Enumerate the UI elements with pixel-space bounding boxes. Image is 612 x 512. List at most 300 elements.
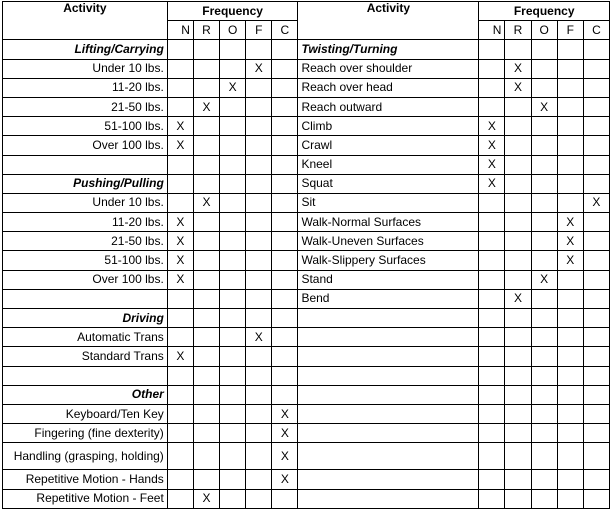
frequency-mark-n: [479, 470, 505, 489]
frequency-mark-f: [246, 174, 272, 193]
table-row: [3, 193, 610, 212]
frequency-mark-n: [479, 366, 505, 385]
activity-label: Bend: [298, 289, 479, 308]
frequency-mark-f: [557, 489, 583, 508]
frequency-mark-r: X: [505, 59, 531, 78]
table-row: [3, 470, 610, 489]
frequency-mark-c: [583, 309, 609, 328]
frequency-mark-n: [167, 385, 193, 404]
frequency-mark-n: X: [479, 174, 505, 193]
frequency-mark-f: [246, 489, 272, 508]
section-heading: Twisting/Turning: [298, 40, 479, 59]
code-n-right: N: [479, 21, 505, 40]
activity-label: Kneel: [298, 155, 479, 174]
activity-label: Over 100 lbs.: [3, 136, 168, 155]
frequency-mark-n: X: [167, 232, 193, 251]
frequency-mark-c: [583, 78, 609, 97]
frequency-mark-c: [583, 174, 609, 193]
frequency-mark-f: [246, 309, 272, 328]
frequency-mark-r: [193, 251, 219, 270]
frequency-mark-f: [557, 289, 583, 308]
frequency-mark-r: [193, 385, 219, 404]
frequency-mark-o: [220, 470, 246, 489]
frequency-mark-f: [557, 40, 583, 59]
frequency-mark-f: [557, 309, 583, 328]
frequency-mark-n: [479, 328, 505, 347]
frequency-mark-c: [272, 232, 298, 251]
frequency-mark-n: [479, 213, 505, 232]
frequency-mark-f: [557, 328, 583, 347]
frequency-mark-c: [583, 289, 609, 308]
frequency-mark-r: [505, 193, 531, 212]
frequency-mark-r: [505, 136, 531, 155]
frequency-mark-f: [246, 78, 272, 97]
frequency-mark-c: [583, 97, 609, 116]
frequency-mark-n: [479, 193, 505, 212]
activity-label: Sit: [298, 193, 479, 212]
frequency-mark-o: [220, 251, 246, 270]
frequency-mark-o: [220, 366, 246, 385]
frequency-mark-n: X: [167, 213, 193, 232]
activity-label: Over 100 lbs.: [3, 270, 168, 289]
frequency-mark-c: [272, 309, 298, 328]
frequency-mark-f: [246, 232, 272, 251]
frequency-mark-c: [272, 489, 298, 508]
frequency-mark-o: [531, 385, 557, 404]
table-row: [3, 270, 610, 289]
code-o-left: O: [220, 21, 246, 40]
frequency-mark-n: [479, 270, 505, 289]
frequency-mark-f: X: [246, 328, 272, 347]
frequency-mark-n: [479, 289, 505, 308]
frequency-mark-n: X: [479, 136, 505, 155]
frequency-mark-o: [531, 117, 557, 136]
frequency-mark-r: [505, 174, 531, 193]
frequency-mark-r: [505, 155, 531, 174]
frequency-mark-f: [557, 155, 583, 174]
frequency-mark-o: [220, 117, 246, 136]
frequency-mark-o: [220, 193, 246, 212]
frequency-mark-f: [246, 136, 272, 155]
frequency-mark-f: [246, 470, 272, 489]
activity-label: 51-100 lbs.: [3, 117, 168, 136]
frequency-mark-r: [505, 404, 531, 423]
table-body: [3, 40, 610, 508]
frequency-mark-c: [583, 232, 609, 251]
frequency-mark-r: [505, 347, 531, 366]
table-row: [3, 174, 610, 193]
frequency-mark-r: [505, 117, 531, 136]
frequency-mark-o: [531, 489, 557, 508]
table-row: [3, 136, 610, 155]
frequency-mark-n: [479, 385, 505, 404]
frequency-mark-f: [557, 443, 583, 470]
activity-label: [298, 424, 479, 443]
activity-label: Stand: [298, 270, 479, 289]
frequency-mark-c: [583, 470, 609, 489]
frequency-mark-o: [531, 309, 557, 328]
frequency-mark-o: [531, 443, 557, 470]
frequency-mark-f: [246, 404, 272, 423]
frequency-mark-c: [583, 117, 609, 136]
frequency-mark-f: [246, 97, 272, 116]
frequency-mark-o: [531, 289, 557, 308]
frequency-mark-f: [246, 193, 272, 212]
table-row: [3, 232, 610, 251]
physical-demands-table: [2, 1, 610, 509]
frequency-mark-r: [505, 309, 531, 328]
frequency-mark-r: [193, 347, 219, 366]
frequency-mark-o: [220, 424, 246, 443]
frequency-mark-o: [531, 232, 557, 251]
frequency-mark-c: [583, 385, 609, 404]
frequency-mark-n: [167, 470, 193, 489]
frequency-mark-n: [167, 366, 193, 385]
frequency-mark-r: [193, 424, 219, 443]
activity-label: [298, 443, 479, 470]
table-row: [3, 155, 610, 174]
frequency-mark-r: [505, 470, 531, 489]
frequency-mark-f: [557, 366, 583, 385]
frequency-mark-o: [220, 347, 246, 366]
frequency-mark-c: [272, 40, 298, 59]
activity-label: Fingering (fine dexterity): [3, 424, 168, 443]
table-row: [3, 385, 610, 404]
frequency-mark-r: [193, 40, 219, 59]
activity-label: Repetitive Motion - Feet: [3, 489, 168, 508]
activity-label: 21-50 lbs.: [3, 232, 168, 251]
frequency-mark-n: [167, 289, 193, 308]
activity-header-left: Activity: [3, 2, 168, 40]
frequency-mark-o: X: [220, 78, 246, 97]
frequency-mark-f: [557, 193, 583, 212]
frequency-mark-o: [531, 174, 557, 193]
table-row: [3, 78, 610, 97]
frequency-mark-c: X: [272, 404, 298, 423]
frequency-mark-c: [583, 59, 609, 78]
frequency-mark-f: [246, 289, 272, 308]
frequency-mark-r: [193, 328, 219, 347]
activity-label: Walk-Slippery Surfaces: [298, 251, 479, 270]
frequency-mark-n: [167, 489, 193, 508]
frequency-mark-o: X: [531, 97, 557, 116]
frequency-mark-r: X: [193, 489, 219, 508]
activity-label: Under 10 lbs.: [3, 193, 168, 212]
frequency-mark-c: [583, 404, 609, 423]
frequency-mark-o: [220, 136, 246, 155]
frequency-mark-f: [557, 136, 583, 155]
frequency-mark-o: [220, 489, 246, 508]
code-c-left: C: [272, 21, 298, 40]
frequency-mark-n: [479, 40, 505, 59]
frequency-mark-o: [531, 59, 557, 78]
frequency-mark-n: [167, 40, 193, 59]
frequency-mark-o: [220, 232, 246, 251]
frequency-mark-c: [583, 251, 609, 270]
frequency-mark-n: [167, 309, 193, 328]
activity-label: 51-100 lbs.: [3, 251, 168, 270]
frequency-mark-r: [505, 385, 531, 404]
activity-label: [298, 366, 479, 385]
frequency-mark-o: [531, 366, 557, 385]
section-heading: Pushing/Pulling: [3, 174, 168, 193]
frequency-mark-c: [583, 155, 609, 174]
frequency-mark-r: [193, 470, 219, 489]
table-row: [3, 424, 610, 443]
table-row: [3, 309, 610, 328]
frequency-mark-r: X: [193, 97, 219, 116]
frequency-mark-c: [272, 289, 298, 308]
frequency-mark-r: [193, 289, 219, 308]
frequency-mark-o: [531, 40, 557, 59]
frequency-mark-f: [246, 443, 272, 470]
frequency-mark-r: [505, 489, 531, 508]
frequency-mark-f: [246, 251, 272, 270]
table-row: [3, 59, 610, 78]
frequency-mark-r: [193, 366, 219, 385]
frequency-mark-f: [557, 117, 583, 136]
activity-label: Walk-Normal Surfaces: [298, 213, 479, 232]
frequency-mark-c: [272, 385, 298, 404]
frequency-mark-c: [583, 213, 609, 232]
activity-label: Keyboard/Ten Key: [3, 404, 168, 423]
frequency-mark-c: [272, 97, 298, 116]
frequency-mark-c: [583, 136, 609, 155]
activity-label: [3, 289, 168, 308]
frequency-mark-n: [167, 424, 193, 443]
table-row: [3, 489, 610, 508]
frequency-mark-n: [479, 78, 505, 97]
frequency-mark-n: X: [167, 347, 193, 366]
frequency-mark-n: [479, 251, 505, 270]
frequency-mark-n: [479, 489, 505, 508]
frequency-mark-o: [220, 404, 246, 423]
frequency-mark-r: [505, 251, 531, 270]
frequency-mark-f: [557, 97, 583, 116]
activity-label: [298, 309, 479, 328]
frequency-mark-f: X: [557, 232, 583, 251]
section-heading: Driving: [3, 309, 168, 328]
frequency-mark-f: [557, 385, 583, 404]
frequency-mark-n: [479, 424, 505, 443]
activity-label: [298, 404, 479, 423]
frequency-mark-r: X: [193, 193, 219, 212]
activity-label: 11-20 lbs.: [3, 213, 168, 232]
frequency-mark-c: [272, 213, 298, 232]
frequency-mark-o: [531, 424, 557, 443]
frequency-mark-f: [557, 174, 583, 193]
frequency-mark-r: [193, 174, 219, 193]
table-row: [3, 289, 610, 308]
frequency-mark-f: [557, 78, 583, 97]
table-row: [3, 251, 610, 270]
frequency-mark-o: [220, 213, 246, 232]
activity-label: [298, 328, 479, 347]
frequency-mark-n: [479, 404, 505, 423]
frequency-mark-f: [557, 404, 583, 423]
frequency-mark-c: [272, 155, 298, 174]
frequency-mark-f: [246, 347, 272, 366]
activity-label: Crawl: [298, 136, 479, 155]
frequency-header-left: Frequency: [167, 2, 298, 21]
frequency-mark-c: X: [272, 443, 298, 470]
frequency-mark-n: [479, 443, 505, 470]
frequency-mark-c: [272, 78, 298, 97]
table-row: [3, 97, 610, 116]
frequency-mark-f: [246, 117, 272, 136]
frequency-mark-r: [193, 404, 219, 423]
frequency-mark-n: [479, 347, 505, 366]
frequency-mark-o: [220, 328, 246, 347]
frequency-mark-c: [272, 174, 298, 193]
code-f-left: F: [246, 21, 272, 40]
frequency-mark-c: [583, 366, 609, 385]
frequency-mark-r: [193, 309, 219, 328]
activity-label: 21-50 lbs.: [3, 97, 168, 116]
frequency-mark-c: [272, 193, 298, 212]
frequency-mark-r: [505, 213, 531, 232]
frequency-mark-c: [583, 270, 609, 289]
activity-label: [298, 489, 479, 508]
frequency-mark-n: [479, 309, 505, 328]
frequency-mark-o: [531, 78, 557, 97]
frequency-mark-n: X: [167, 251, 193, 270]
activity-label: Handling (grasping, holding): [3, 443, 168, 470]
frequency-mark-o: [531, 155, 557, 174]
table-row: [3, 328, 610, 347]
frequency-mark-o: [531, 136, 557, 155]
activity-header-right: Activity: [298, 2, 479, 40]
activity-label: [298, 470, 479, 489]
frequency-mark-n: [479, 97, 505, 116]
frequency-mark-o: [220, 309, 246, 328]
activity-label: Standard Trans: [3, 347, 168, 366]
frequency-mark-f: [246, 270, 272, 289]
activity-label: Under 10 lbs.: [3, 59, 168, 78]
frequency-mark-r: [193, 136, 219, 155]
frequency-mark-c: [272, 136, 298, 155]
frequency-mark-n: [167, 174, 193, 193]
frequency-mark-o: [220, 97, 246, 116]
frequency-mark-n: [167, 404, 193, 423]
code-r-left: R: [193, 21, 219, 40]
activity-label: [3, 155, 168, 174]
frequency-mark-r: [505, 443, 531, 470]
frequency-mark-f: [557, 424, 583, 443]
frequency-mark-f: [246, 213, 272, 232]
code-c-right: C: [583, 21, 609, 40]
frequency-mark-f: [557, 59, 583, 78]
frequency-header-right: Frequency: [479, 2, 610, 21]
frequency-mark-n: [167, 78, 193, 97]
frequency-mark-c: [272, 270, 298, 289]
frequency-mark-o: [531, 213, 557, 232]
table-row: [3, 117, 610, 136]
frequency-mark-c: [272, 251, 298, 270]
table-row: [3, 40, 610, 59]
frequency-mark-o: [531, 251, 557, 270]
frequency-mark-o: [531, 328, 557, 347]
frequency-mark-f: [557, 470, 583, 489]
code-f-right: F: [557, 21, 583, 40]
frequency-mark-c: [272, 366, 298, 385]
frequency-mark-n: X: [479, 155, 505, 174]
frequency-mark-n: [167, 443, 193, 470]
activity-label: [298, 385, 479, 404]
activity-label: Reach over head: [298, 78, 479, 97]
activity-label: Climb: [298, 117, 479, 136]
table-row: [3, 404, 610, 423]
activity-label: [298, 347, 479, 366]
table-row: [3, 347, 610, 366]
activity-label: Walk-Uneven Surfaces: [298, 232, 479, 251]
frequency-mark-o: [220, 59, 246, 78]
frequency-mark-f: X: [557, 251, 583, 270]
frequency-mark-c: X: [272, 424, 298, 443]
frequency-mark-r: [193, 443, 219, 470]
frequency-mark-f: X: [557, 213, 583, 232]
frequency-mark-r: X: [505, 78, 531, 97]
frequency-mark-f: [557, 347, 583, 366]
frequency-mark-f: [246, 366, 272, 385]
frequency-mark-o: [531, 193, 557, 212]
frequency-mark-c: [272, 117, 298, 136]
frequency-mark-c: [583, 443, 609, 470]
frequency-mark-n: [167, 155, 193, 174]
frequency-mark-c: [583, 40, 609, 59]
frequency-mark-f: [246, 155, 272, 174]
frequency-mark-f: [246, 40, 272, 59]
frequency-mark-n: [167, 328, 193, 347]
frequency-mark-r: [193, 117, 219, 136]
frequency-mark-o: [220, 289, 246, 308]
activity-label: 11-20 lbs.: [3, 78, 168, 97]
header-row: [3, 2, 610, 21]
frequency-mark-r: X: [505, 289, 531, 308]
frequency-mark-c: X: [583, 193, 609, 212]
section-heading: Lifting/Carrying: [3, 40, 168, 59]
frequency-mark-c: [583, 424, 609, 443]
frequency-mark-c: [272, 59, 298, 78]
frequency-mark-c: [272, 328, 298, 347]
code-o-right: O: [531, 21, 557, 40]
frequency-mark-r: [193, 213, 219, 232]
frequency-mark-n: X: [479, 117, 505, 136]
frequency-mark-o: [220, 155, 246, 174]
frequency-mark-r: [505, 97, 531, 116]
frequency-mark-c: [583, 347, 609, 366]
frequency-mark-r: [193, 155, 219, 174]
frequency-mark-f: [246, 424, 272, 443]
frequency-mark-o: X: [531, 270, 557, 289]
frequency-mark-r: [193, 232, 219, 251]
frequency-mark-c: [583, 328, 609, 347]
frequency-mark-r: [193, 270, 219, 289]
frequency-mark-c: [583, 489, 609, 508]
activity-label: Reach outward: [298, 97, 479, 116]
frequency-mark-c: X: [272, 470, 298, 489]
activity-label: Reach over shoulder: [298, 59, 479, 78]
activity-label: [3, 366, 168, 385]
frequency-mark-n: [479, 59, 505, 78]
activity-label: Automatic Trans: [3, 328, 168, 347]
frequency-mark-o: [220, 385, 246, 404]
frequency-mark-r: [193, 59, 219, 78]
frequency-mark-r: [505, 424, 531, 443]
code-n-left: N: [167, 21, 193, 40]
frequency-mark-r: [505, 366, 531, 385]
table-row: [3, 213, 610, 232]
